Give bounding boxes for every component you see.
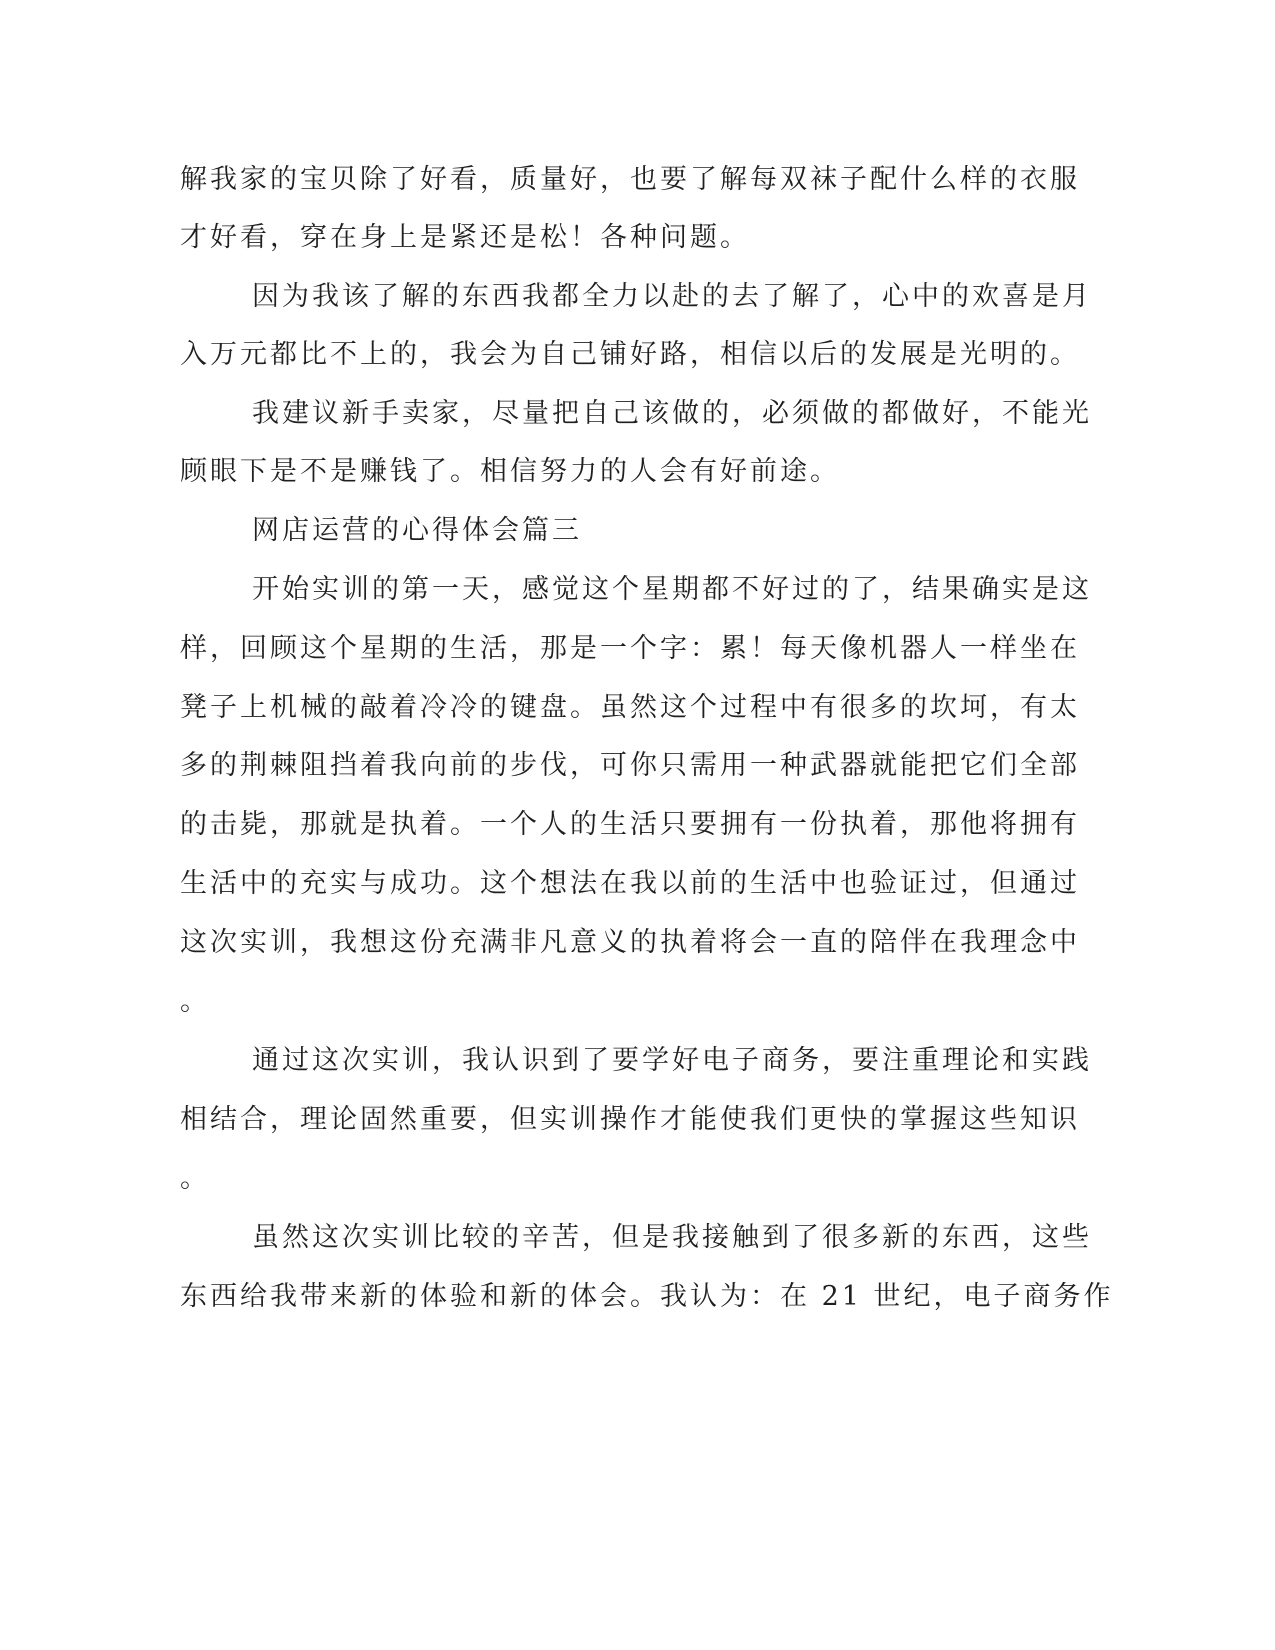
paragraph-first-line: 我建议新手卖家，尽量把自己该做的，必须做的都做好，不能光 xyxy=(252,398,1092,429)
text-line: 多的荆棘阻挡着我向前的步伐，可你只需用一种武器就能把它们全部 xyxy=(180,750,1080,781)
text-line: 东西给我带来新的体验和新的体会。我认为：在 21 世纪，电子商务作 xyxy=(180,1281,1114,1312)
text-line: 相结合，理论固然重要，但实训操作才能使我们更快的掌握这些知识 xyxy=(180,1104,1080,1135)
paragraph-first-line: 因为我该了解的东西我都全力以赴的去了解了，心中的欢喜是月 xyxy=(252,281,1092,312)
paragraph-first-line: 开始实训的第一天，感觉这个星期都不好过的了，结果确实是这 xyxy=(252,574,1092,605)
text-line: 样，回顾这个星期的生活，那是一个字：累！每天像机器人一样坐在 xyxy=(180,633,1080,664)
text-line: 解我家的宝贝除了好看，质量好，也要了解每双袜子配什么样的衣服 xyxy=(180,164,1080,195)
text-line: 这次实训，我想这份充满非凡意义的执着将会一直的陪伴在我理念中 xyxy=(180,927,1080,958)
text-line: 。 xyxy=(180,986,210,1017)
text-line: 的击毙，那就是执着。一个人的生活只要拥有一份执着，那他将拥有 xyxy=(180,809,1080,840)
text-line: 凳子上机械的敲着冷冷的键盘。虽然这个过程中有很多的坎坷，有太 xyxy=(180,692,1080,723)
text-line: 。 xyxy=(180,1163,210,1194)
text-line: 顾眼下是不是赚钱了。相信努力的人会有好前途。 xyxy=(180,456,840,487)
text-line: 生活中的充实与成功。这个想法在我以前的生活中也验证过，但通过 xyxy=(180,868,1080,899)
text-line: 才好看，穿在身上是紧还是松！各种问题。 xyxy=(180,222,750,253)
text-line: 入万元都比不上的，我会为自己铺好路，相信以后的发展是光明的。 xyxy=(180,339,1080,370)
paragraph-first-line: 虽然这次实训比较的辛苦，但是我接触到了很多新的东西，这些 xyxy=(252,1222,1092,1253)
section-heading: 网店运营的心得体会篇三 xyxy=(252,515,582,546)
paragraph-first-line: 通过这次实训，我认识到了要学好电子商务，要注重理论和实践 xyxy=(252,1045,1092,1076)
